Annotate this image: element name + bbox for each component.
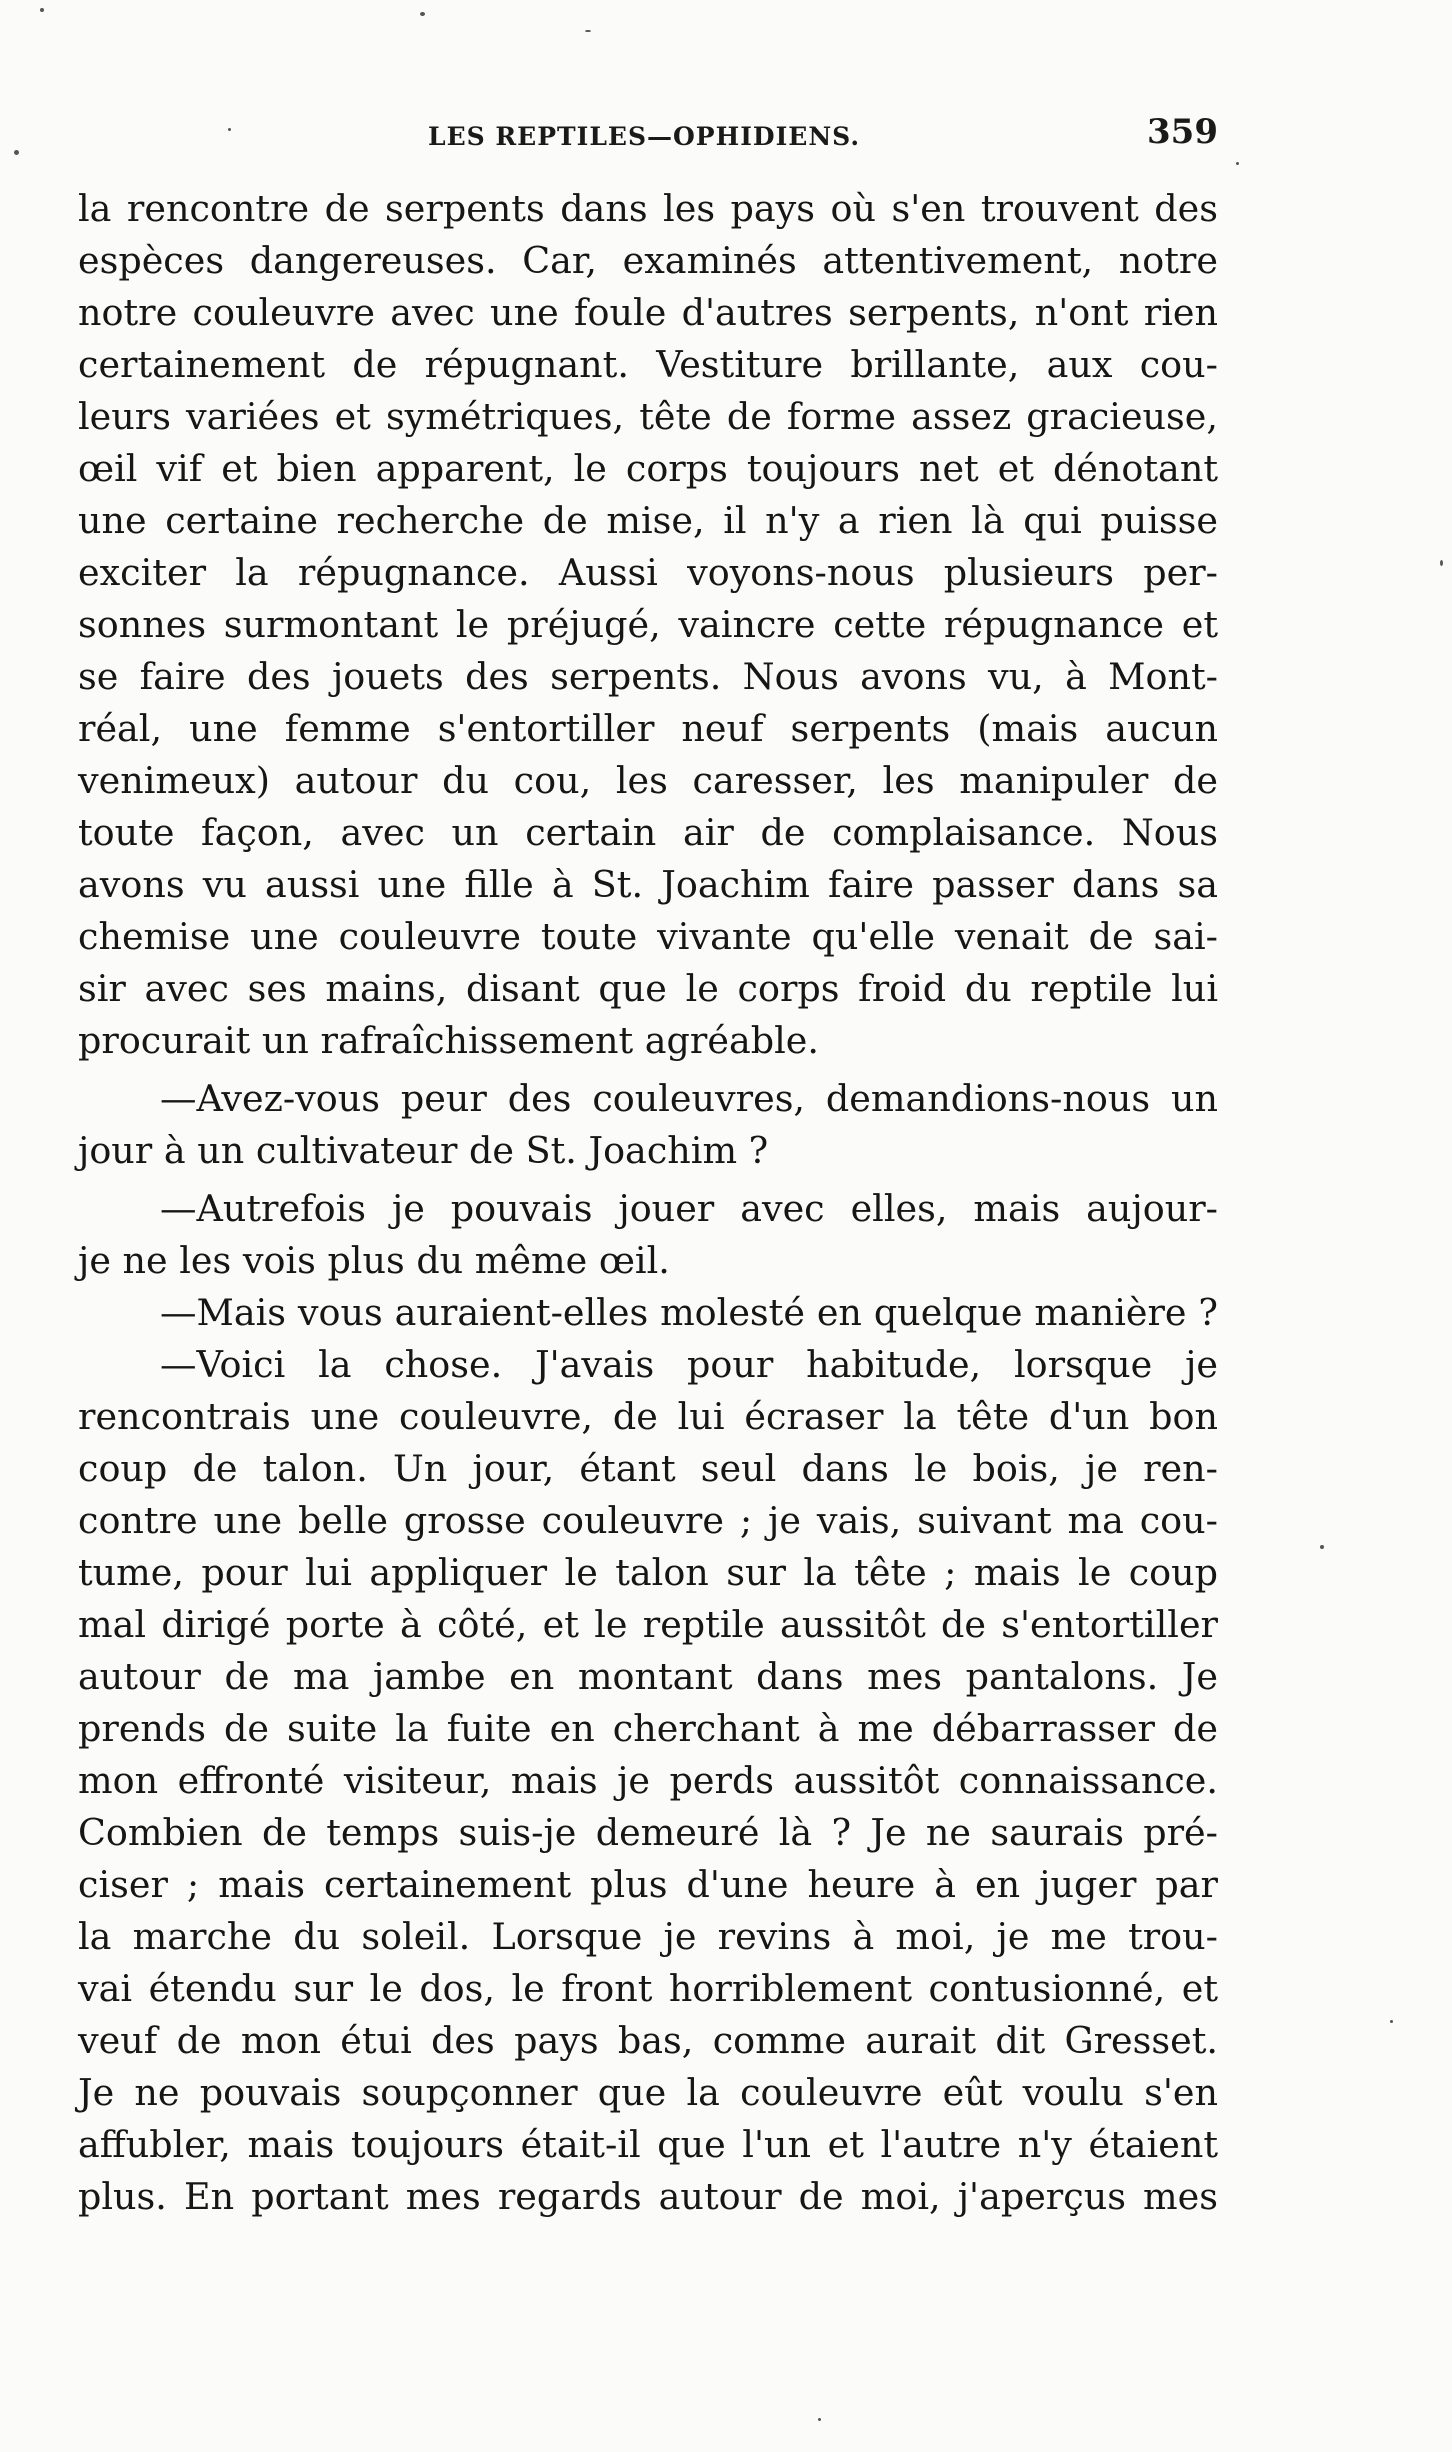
dialogue-line: —Autrefois je pouvais jouer avec elles, mais aujour- — [160, 1187, 1218, 1230]
text-line: autour de ma jambe en montant dans mes pantalons. Je — [78, 1655, 1218, 1698]
page-number: 359 — [1147, 112, 1218, 152]
text-line: une certaine recherche de mise, il n'y a rien là qui puisse — [78, 499, 1218, 542]
text-line: procurait un rafraîchissement agréable. — [78, 1019, 819, 1062]
text-line: sir avec ses mains, disant que le corps froid du reptile lui — [78, 967, 1218, 1010]
text-line: la rencontre de serpents dans les pays où s'en trouvent des — [78, 187, 1218, 230]
text-line: je ne les vois plus du même œil. — [78, 1239, 670, 1282]
text-line: Je ne pouvais soupçonner que la couleuvre eût voulu s'en — [78, 2071, 1218, 2114]
dialogue-line: —Mais vous auraient-elles molesté en quelque manière ? — [160, 1291, 1218, 1334]
body-text — [78, 183, 1218, 2223]
text-line: prends de suite la fuite en cherchant à me débarrasser de — [78, 1707, 1218, 1750]
text-line: avons vu aussi une fille à St. Joachim faire passer dans sa — [78, 863, 1218, 906]
text-line: plus. En portant mes regards autour de moi, j'aperçus mes — [78, 2175, 1218, 2218]
text-line: jour à un cultivateur de St. Joachim ? — [78, 1129, 769, 1172]
text-line: mon effronté visiteur, mais je perds aussitôt connaissance. — [78, 1759, 1218, 1802]
text-line: Combien de temps suis-je demeuré là ? Je ne saurais pré- — [78, 1811, 1218, 1854]
dialogue-line: —Voici la chose. J'avais pour habitude, lorsque je — [160, 1343, 1218, 1386]
dialogue-line: —Avez-vous peur des couleuvres, demandions-nous un — [160, 1077, 1218, 1120]
text-line: toute façon, avec un certain air de complaisance. Nous — [78, 811, 1218, 854]
text-line: rencontrais une couleuvre, de lui écraser la tête d'un bon — [78, 1395, 1218, 1438]
text-line: veuf de mon étui des pays bas, comme aurait dit Gresset. — [78, 2019, 1218, 2062]
text-line: sonnes surmontant le préjugé, vaincre cette répugnance et — [78, 603, 1218, 646]
text-line: notre couleuvre avec une foule d'autres serpents, n'ont rien — [78, 291, 1218, 334]
text-line: leurs variées et symétriques, tête de forme assez gracieuse, — [78, 395, 1218, 438]
text-line: coup de talon. Un jour, étant seul dans le bois, je ren- — [78, 1447, 1218, 1490]
running-head: LES REPTILES—OPHIDIENS. — [428, 122, 861, 151]
text-line: tume, pour lui appliquer le talon sur la tête ; mais le coup — [78, 1551, 1218, 1594]
text-line: venimeux) autour du cou, les caresser, les manipuler de — [78, 759, 1218, 802]
text-line: exciter la répugnance. Aussi voyons-nous plusieurs per- — [78, 551, 1218, 594]
text-line: réal, une femme s'entortiller neuf serpents (mais aucun — [78, 707, 1218, 750]
text-line: certainement de répugnant. Vestiture brillante, aux cou- — [78, 343, 1218, 386]
text-line: affubler, mais toujours était-il que l'un et l'autre n'y étaient — [78, 2123, 1218, 2166]
page-header — [78, 112, 1218, 172]
text-line: la marche du soleil. Lorsque je revins à moi, je me trou- — [78, 1915, 1218, 1958]
text-line: se faire des jouets des serpents. Nous avons vu, à Mont- — [78, 655, 1218, 698]
text-line: ciser ; mais certainement plus d'une heure à en juger par — [78, 1863, 1218, 1906]
text-line: mal dirigé porte à côté, et le reptile aussitôt de s'entortiller — [78, 1603, 1218, 1646]
text-line: espèces dangereuses. Car, examinés attentivement, notre — [78, 239, 1218, 282]
text-line: contre une belle grosse couleuvre ; je vais, suivant ma cou- — [78, 1499, 1218, 1542]
text-line: chemise une couleuvre toute vivante qu'elle venait de sai- — [78, 915, 1218, 958]
text-line: œil vif et bien apparent, le corps toujours net et dénotant — [78, 447, 1218, 490]
text-line: vai étendu sur le dos, le front horriblement contusionné, et — [78, 1967, 1218, 2010]
